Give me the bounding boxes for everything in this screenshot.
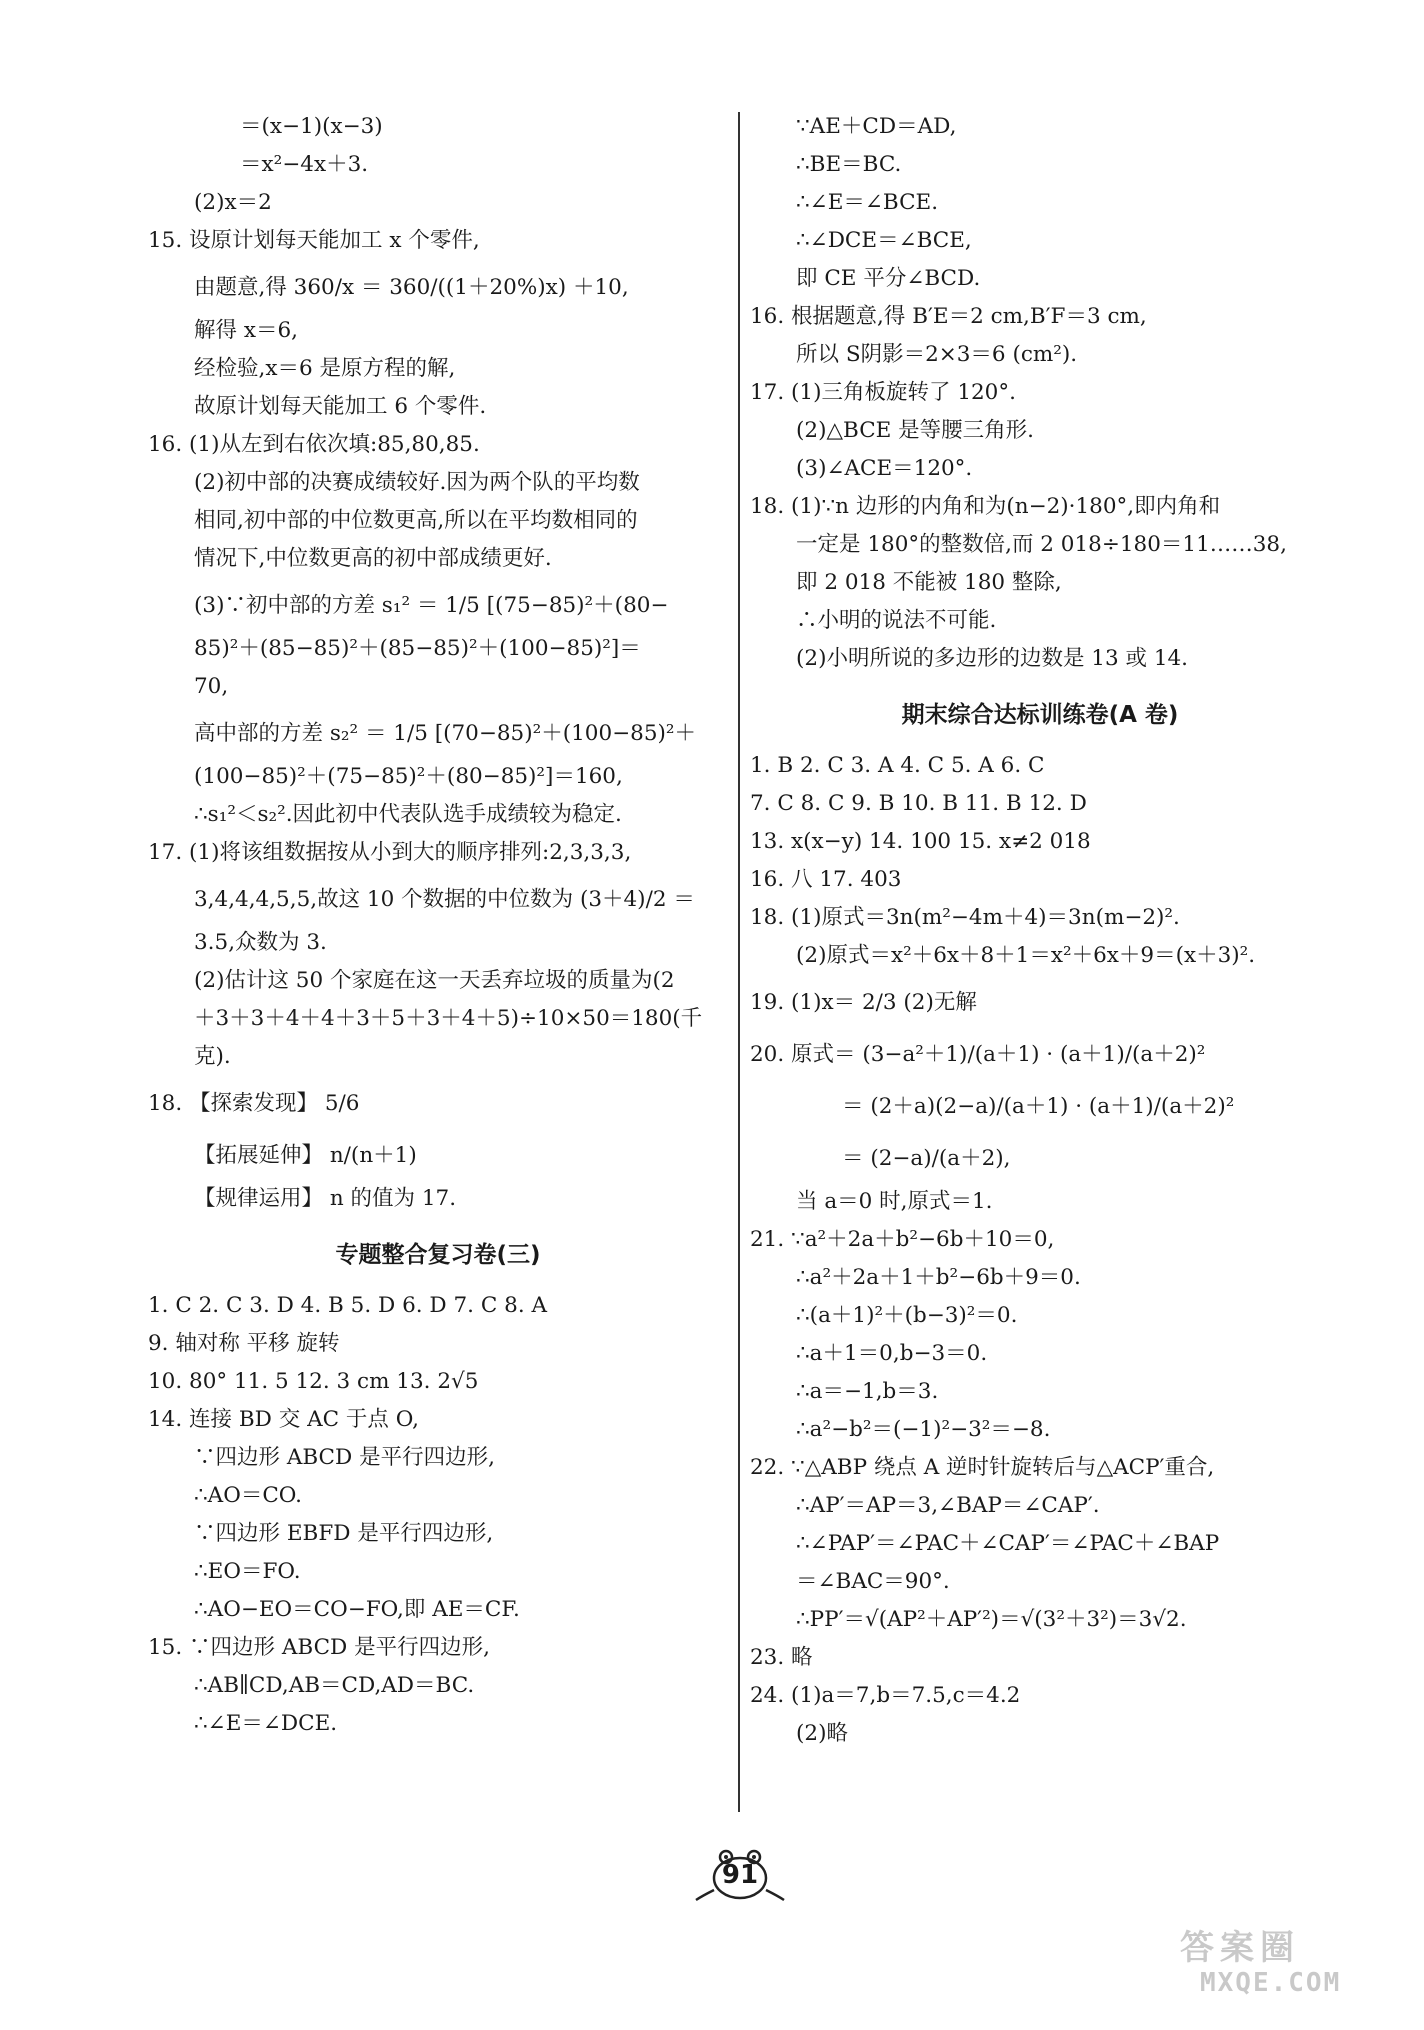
text-line: 20. 原式＝ (3−a²＋1)/(a＋1) · (a＋1)/(a＋2)² bbox=[750, 1042, 1206, 1067]
text-line: ∴AP′＝AP＝3,∠BAP＝∠CAP′. bbox=[796, 1493, 1100, 1518]
text-line: 情况下,中位数更高的初中部成绩更好. bbox=[194, 546, 552, 571]
text-line: 15. ∵四边形 ABCD 是平行四边形, bbox=[148, 1635, 490, 1660]
text-line: ∴PP′＝√(AP²＋AP′²)＝√(3²＋3²)＝3√2. bbox=[796, 1607, 1187, 1632]
text-line: ∴a²＋2a＋1＋b²−6b＋9＝0. bbox=[796, 1265, 1081, 1290]
text-line: ∴a²−b²＝(−1)²−3²＝−8. bbox=[796, 1417, 1051, 1442]
text-line: ＋3＋3＋4＋4＋3＋5＋3＋4＋5)÷10×50＝180(千 bbox=[194, 1006, 703, 1031]
text-line: 24. (1)a＝7,b＝7.5,c＝4.2 bbox=[750, 1683, 1021, 1708]
right-column bbox=[750, 112, 1330, 1757]
text-line: 70, bbox=[194, 674, 229, 699]
section-title: 期末综合达标训练卷(A 卷) bbox=[901, 702, 1179, 728]
text-line: (2)小明所说的多边形的边数是 13 或 14. bbox=[796, 646, 1189, 671]
text-line: (2)估计这 50 个家庭在这一天丢弃垃圾的质量为(2 bbox=[194, 968, 675, 993]
text-line: 19. (1)x＝ 2/3 (2)无解 bbox=[750, 990, 977, 1015]
text-line: 解得 x＝6, bbox=[194, 318, 298, 343]
text-line: 18. 【探索发现】 5/6 bbox=[148, 1091, 360, 1116]
text-line: 【规律运用】 n 的值为 17. bbox=[194, 1186, 457, 1211]
text-line: ∴(a＋1)²＋(b−3)²＝0. bbox=[796, 1303, 1018, 1328]
text-line: 当 a＝0 时,原式＝1. bbox=[796, 1189, 993, 1214]
text-line: 16. (1)从左到右依次填:85,80,85. bbox=[148, 432, 480, 457]
watermark bbox=[1180, 1920, 1390, 2010]
text-line: 15. 设原计划每天能加工 x 个零件, bbox=[148, 228, 480, 253]
text-line: 22. ∵△ABP 绕点 A 逆时针旋转后与△ACP′重合, bbox=[750, 1455, 1215, 1480]
text-line: ∵四边形 ABCD 是平行四边形, bbox=[194, 1445, 495, 1470]
text-line: 7. C 8. C 9. B 10. B 11. B 12. D bbox=[750, 791, 1087, 816]
text-line: ∴∠E＝∠BCE. bbox=[796, 190, 939, 215]
text-line: ∴a＝−1,b＝3. bbox=[796, 1379, 939, 1404]
text-line: 【拓展延伸】 n/(n＋1) bbox=[194, 1143, 417, 1168]
text-line: 17. (1)将该组数据按从小到大的顺序排列:2,3,3,3, bbox=[148, 840, 632, 865]
text-line: ∴小明的说法不可能. bbox=[796, 608, 997, 633]
text-line: 17. (1)三角板旋转了 120°. bbox=[750, 380, 1016, 405]
text-line: 1. C 2. C 3. D 4. B 5. D 6. D 7. C 8. A bbox=[148, 1293, 548, 1318]
left-column bbox=[148, 112, 728, 1747]
text-line: 一定是 180°的整数倍,而 2 018÷180＝11……38, bbox=[796, 532, 1287, 557]
text-line: 9. 轴对称 平移 旋转 bbox=[148, 1331, 340, 1356]
text-line: 故原计划每天能加工 6 个零件. bbox=[194, 394, 487, 419]
text-line: (2)初中部的决赛成绩较好.因为两个队的平均数 bbox=[194, 470, 640, 495]
text-line: 3,4,4,4,5,5,故这 10 个数据的中位数为 (3＋4)/2 ＝ bbox=[194, 887, 695, 912]
text-line: ＝ (2−a)/(a＋2), bbox=[842, 1146, 1011, 1171]
text-line: ∴a＋1＝0,b−3＝0. bbox=[796, 1341, 988, 1366]
text-line: ∴∠DCE＝∠BCE, bbox=[796, 228, 972, 253]
text-line: 14. 连接 BD 交 AC 于点 O, bbox=[148, 1407, 419, 1432]
text-line: ＝∠BAC＝90°. bbox=[796, 1569, 950, 1594]
text-line: 高中部的方差 s₂² ＝ 1/5 [(70−85)²＋(100−85)²＋ bbox=[194, 721, 697, 746]
text-line: 即 2 018 不能被 180 整除, bbox=[796, 570, 1062, 595]
text-line: ∴EO＝FO. bbox=[194, 1559, 301, 1584]
text-line: 85)²＋(85−85)²＋(85−85)²＋(100−85)²]＝ bbox=[194, 636, 641, 661]
text-line: 即 CE 平分∠BCD. bbox=[796, 266, 981, 291]
text-line: 18. (1)∵n 边形的内角和为(n−2)·180°,即内角和 bbox=[750, 494, 1221, 519]
text-line: ∴∠E＝∠DCE. bbox=[194, 1711, 338, 1736]
watermark-logo: 答案圈 bbox=[1180, 1928, 1300, 1968]
page-number: 91 bbox=[721, 1860, 759, 1890]
text-line: (2)原式＝x²＋6x＋8＋1＝x²＋6x＋9＝(x＋3)². bbox=[796, 943, 1256, 968]
text-line: ∴s₁²＜s₂².因此初中代表队选手成绩较为稳定. bbox=[194, 802, 622, 827]
text-line: ＝ (2＋a)(2−a)/(a＋1) · (a＋1)/(a＋2)² bbox=[842, 1094, 1235, 1119]
text-line: (3)∠ACE＝120°. bbox=[796, 456, 973, 481]
text-line: ∴BE＝BC. bbox=[796, 152, 902, 177]
text-line: (3)∵初中部的方差 s₁² ＝ 1/5 [(75−85)²＋(80− bbox=[194, 593, 669, 618]
text-line: 所以 S阴影＝2×3＝6 (cm²). bbox=[796, 342, 1078, 367]
text-line: ∴AB∥CD,AB＝CD,AD＝BC. bbox=[194, 1673, 475, 1698]
watermark-url: MXQE.COM bbox=[1200, 1968, 1342, 1998]
page-number-badge bbox=[692, 1848, 788, 1904]
text-line: (2)△BCE 是等腰三角形. bbox=[796, 418, 1035, 443]
section-title: 专题整合复习卷(三) bbox=[335, 1242, 541, 1268]
text-line: 10. 80° 11. 5 12. 3 cm 13. 2√5 bbox=[148, 1369, 479, 1394]
text-line: ∴∠PAP′＝∠PAC＋∠CAP′＝∠PAC＋∠BAP bbox=[796, 1531, 1220, 1556]
text-line: (2)略 bbox=[796, 1721, 848, 1746]
text-line: ∵四边形 EBFD 是平行四边形, bbox=[194, 1521, 494, 1546]
text-line: 3.5,众数为 3. bbox=[194, 930, 327, 955]
column-divider bbox=[738, 112, 740, 1812]
text-line: 经检验,x＝6 是原方程的解, bbox=[194, 356, 456, 381]
text-line: ∵AE＋CD＝AD, bbox=[796, 114, 957, 139]
text-line: 18. (1)原式＝3n(m²−4m＋4)＝3n(m−2)². bbox=[750, 905, 1180, 930]
text-line: 由题意,得 360/x ＝ 360/((1＋20%)x) ＋10, bbox=[194, 275, 629, 300]
text-line: ∴AO＝CO. bbox=[194, 1483, 302, 1508]
text-line: (100−85)²＋(75−85)²＋(80−85)²]＝160, bbox=[194, 764, 623, 789]
text-line: (2)x＝2 bbox=[194, 190, 272, 215]
text-line: 13. x(x−y) 14. 100 15. x≠2 018 bbox=[750, 829, 1091, 854]
text-line: 16. 八 17. 403 bbox=[750, 867, 902, 892]
text-line: 相同,初中部的中位数更高,所以在平均数相同的 bbox=[194, 508, 638, 533]
text-line: ＝x²−4x＋3. bbox=[240, 152, 369, 177]
text-line: 1. B 2. C 3. A 4. C 5. A 6. C bbox=[750, 753, 1045, 778]
text-line: ＝(x−1)(x−3) bbox=[240, 114, 383, 139]
text-line: 16. 根据题意,得 B′E＝2 cm,B′F＝3 cm, bbox=[750, 304, 1147, 329]
text-line: 23. 略 bbox=[750, 1645, 813, 1670]
text-line: 克). bbox=[194, 1044, 231, 1069]
text-line: 21. ∵a²＋2a＋b²−6b＋10＝0, bbox=[750, 1227, 1055, 1252]
text-line: ∴AO−EO＝CO−FO,即 AE＝CF. bbox=[194, 1597, 520, 1622]
